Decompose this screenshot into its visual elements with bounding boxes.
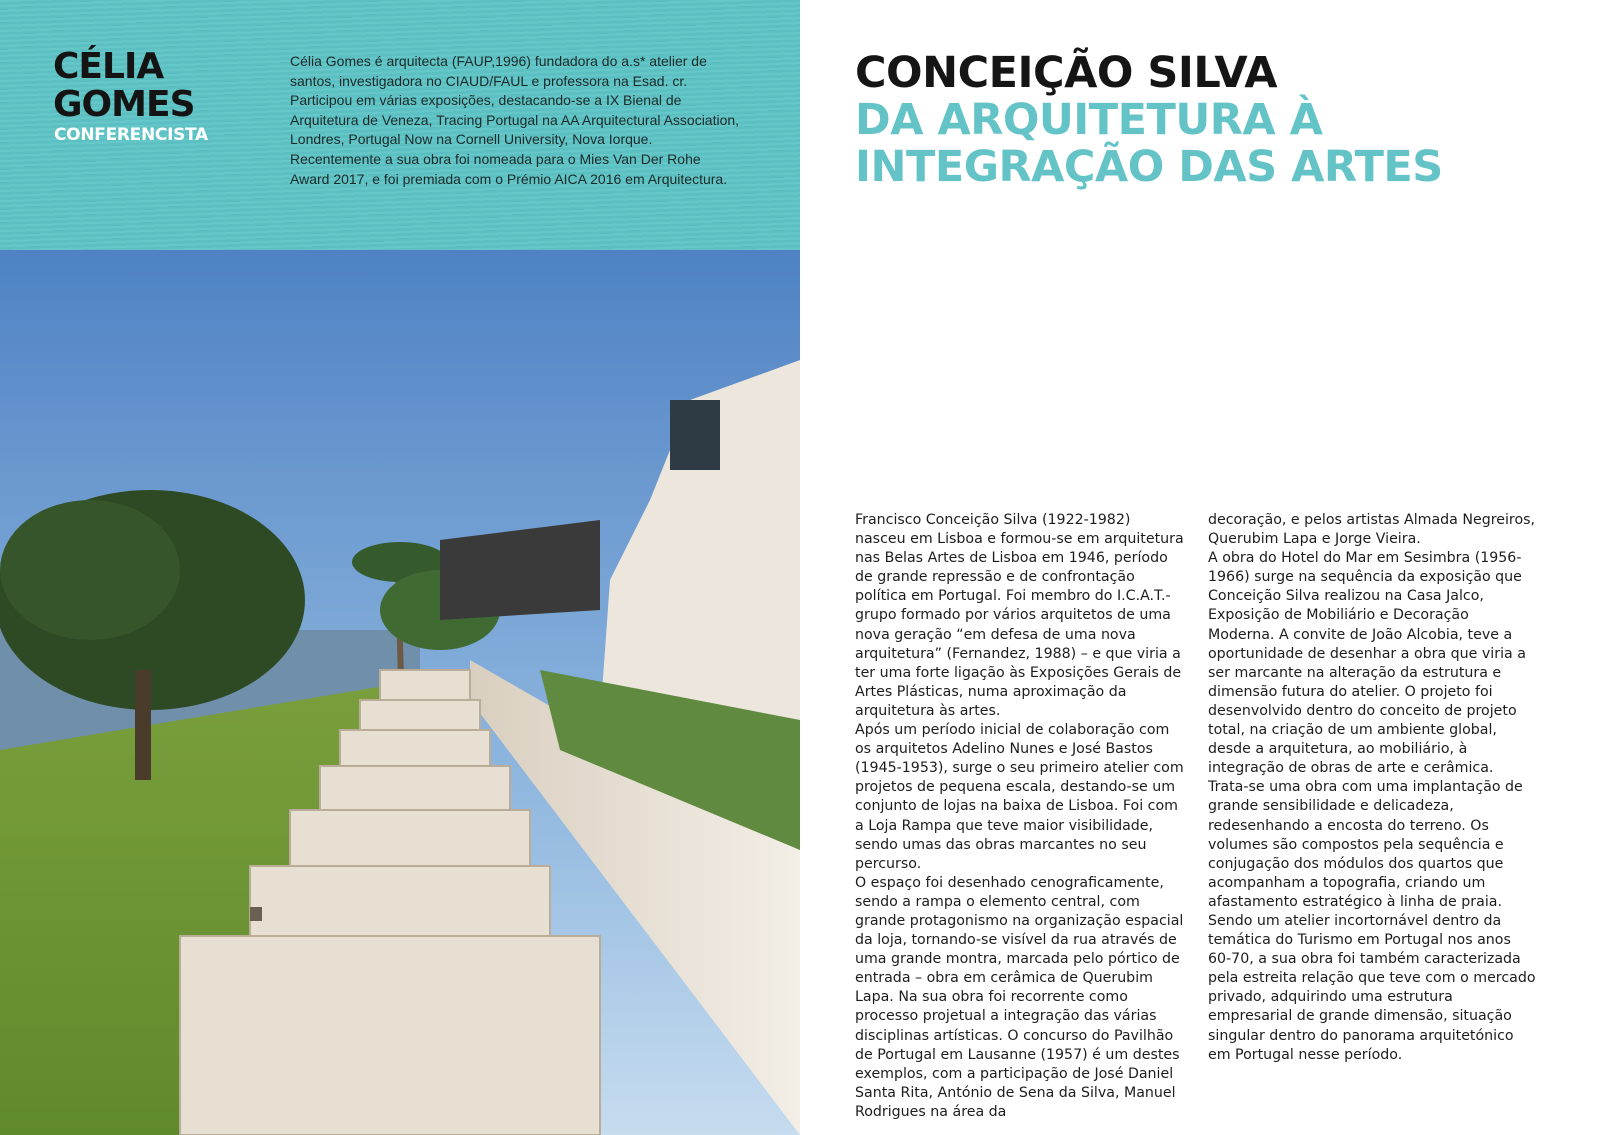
paragraph: Após um período inicial de colaboração com os arquitetos Adelino Nunes e José Bastos (1945-1953), surge o seu primeiro atelier com projetos de pequena escala, destando-se um conjunto de lojas na baixa de Lisboa. Foi com a Loja Rampa que teve maior visibilidade, sendo umas das obras marcantes no seu percurso. bbox=[855, 722, 1184, 872]
paragraph: decoração, e pelos artistas Almada Negreiros, Querubim Lapa e Jorge Vieira. bbox=[1208, 512, 1536, 548]
article-column-1 bbox=[855, 511, 1185, 1122]
paragraph: Francisco Conceição Silva (1922-1982) nasceu em Lisboa e formou-se em arquitetura nas Belas Artes de Lisboa em 1946, período de grande repressão e de confrontação política em Portugal. Foi membro do I.C.A.T.- grupo formado por vários arquitetos de uma nova geração “em defesa de uma nova arquitetura” (Fernandez, 1988) – e que viria a ter uma forte ligação às Exposições Gerais de Artes Plásticas, numa aproximação da arquitetura às artes. bbox=[855, 512, 1184, 719]
article-column-2 bbox=[1208, 511, 1538, 1065]
speaker-header bbox=[0, 0, 800, 250]
paragraph: Sendo um atelier incortornável dentro da temática do Turismo em Portugal nos anos 60-70, a sua obra foi também caracterizada pela estreita relação que teve com o mercado privado, adquirindo uma estrutura empresarial de grande dimensão, situação singular dentro do panorama arquitetónico em Portugal nesse período. bbox=[1208, 912, 1536, 1063]
article-title: CONCEIÇÃO SILVA bbox=[855, 48, 1277, 98]
speaker-name bbox=[53, 48, 195, 124]
article-subtitle-line1: DA ARQUITETURA À bbox=[855, 95, 1323, 145]
article-subtitle-line2: INTEGRAÇÃO DAS ARTES bbox=[855, 142, 1443, 192]
paragraph: A obra do Hotel do Mar em Sesimbra (1956-1966) surge na sequência da exposição que Conceição Silva realizou na Casa Jalco, Exposição de Mobiliário e Decoração Moderna. A convite de João Alcobia, teve a oportunidade de desenhar a obra que viria a ser marcante na alteração da estrutura e dimensão futura do atelier. O projeto foi desenvolvido dentro do conceito de projeto total, na criação de um ambiente global, desde a arquitetura, ao mobiliário, à integração de obras de arte e cerâmica. Trata-se uma obra com uma implantação de grande sensibilidade e delicadeza, redesenhando a encosta do terreno. Os volumes são compostos pela sequência e conjugação dos módulos dos quartos que acompanham a topografia, criando um afastamento estratégico à linha de praia. bbox=[1208, 550, 1526, 910]
hotel-photo bbox=[0, 250, 800, 1135]
speaker-name-line1: CÉLIA bbox=[53, 46, 164, 87]
speaker-name-line2: GOMES bbox=[53, 84, 195, 125]
article-subtitle bbox=[855, 97, 1443, 191]
paragraph: O espaço foi desenhado cenograficamente, sendo a rampa o elemento central, com grande protagonismo na organização espacial da loja, tornando-se visível da rua através de uma grande montra, marcada pelo pórtico de entrada – obra em cerâmica de Querubim Lapa. Na sua obra foi recorrente como processo projetual a integração das várias disciplinas artísticas. O concurso do Pavilhão de Portugal em Lausanne (1957) é um destes exemplos, com a participação de José Daniel Santa Rita, António de Sena da Silva, Manuel Rodrigues na área da bbox=[855, 874, 1184, 1120]
speaker-bio: Célia Gomes é arquitecta (FAUP,1996) fundadora do a.s* atelier de santos, investigadora no CIAUD/FAUL e professora na Esad. cr. Participou em várias exposições, destacando-se a IX Bienal de Arquitetura de Veneza, Tracing Portugal na AA Arquitectural Association, Londres, Portugal Now na Cornell University, Nova Iorque. Recentemente a sua obra foi nomeada para o Mies Van Der Rohe Award 2017, e foi premiada com o Prémio AICA 2016 em Arquitectura. bbox=[290, 53, 740, 187]
speaker-role: CONFERENCISTA bbox=[54, 125, 208, 145]
